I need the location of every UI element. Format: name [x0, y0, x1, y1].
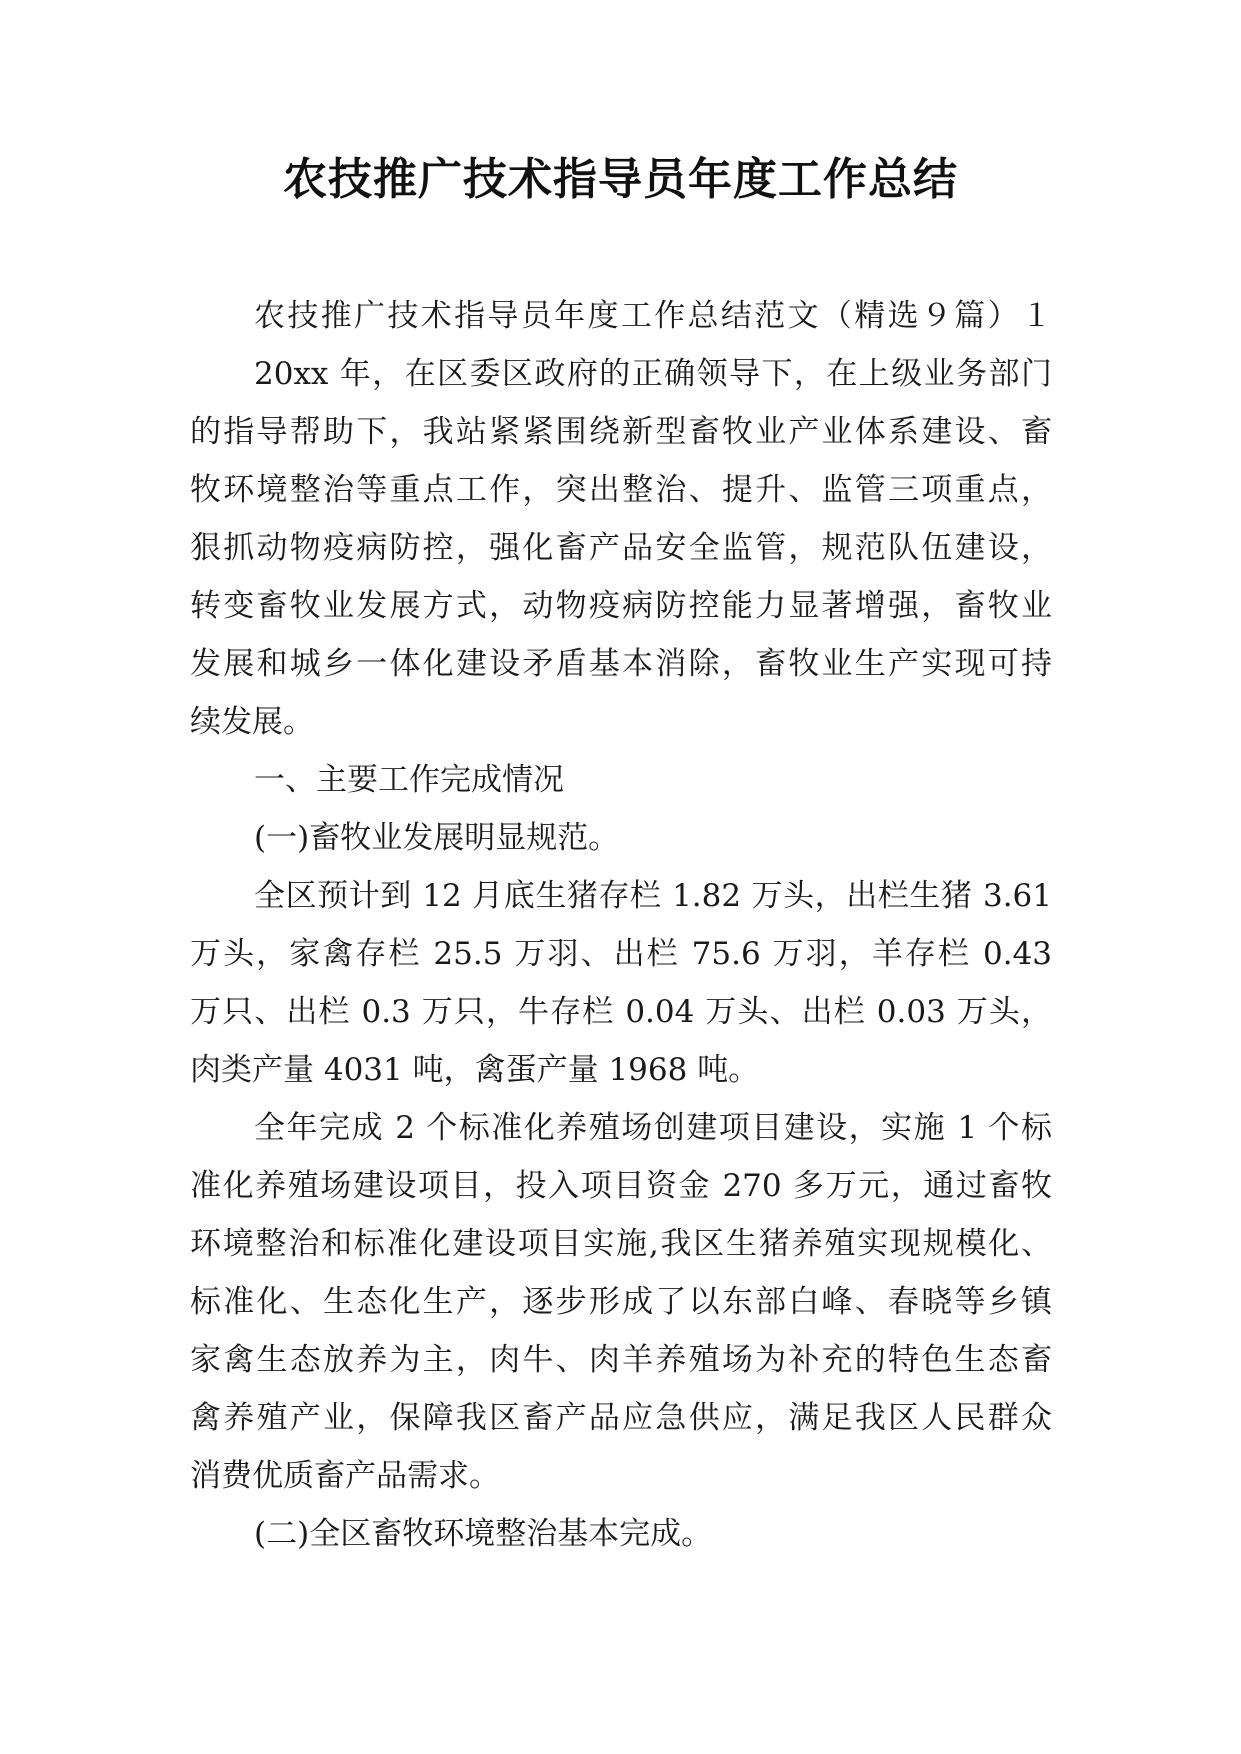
paragraph-line: 消费优质畜产品需求。: [190, 1458, 500, 1494]
paragraph-line: 全年完成 2 个标准化养殖场创建项目建设，实施 1 个标: [254, 1110, 1052, 1146]
paragraph-line: 20xx 年，在区委区政府的正确领导下，在上级业务部门: [254, 356, 1052, 392]
paragraph-line: 转变畜牧业发展方式，动物疫病防控能力显著增强，畜牧业: [190, 588, 1052, 624]
paragraph-line: 发展和城乡一体化建设矛盾基本消除，畜牧业生产实现可持: [190, 646, 1052, 682]
section-heading: 一、主要工作完成情况: [254, 762, 564, 798]
subsection-heading: (一)畜牧业发展明显规范。: [254, 820, 620, 856]
document-body: [190, 287, 1052, 1563]
paragraph-line: 家禽生态放养为主，肉牛、肉羊养殖场为补充的特色生态畜: [190, 1342, 1052, 1378]
paragraph-line: 农技推广技术指导员年度工作总结范文（精选９篇）１: [254, 298, 1052, 334]
paragraph-line: 标准化、生态化生产，逐步形成了以东部白峰、春晓等乡镇: [190, 1284, 1052, 1320]
paragraph-line: 禽养殖产业，保障我区畜产品应急供应，满足我区人民群众: [190, 1400, 1052, 1436]
paragraph-line: 牧环境整治等重点工作，突出整治、提升、监管三项重点，: [190, 472, 1052, 508]
paragraph-line: 续发展。: [190, 704, 314, 740]
paragraph-line: 环境整治和标准化建设项目实施,我区生猪养殖实现规模化、: [190, 1226, 1052, 1262]
paragraph-line: 万只、出栏 0.3 万只，牛存栏 0.04 万头、出栏 0.03 万头，: [190, 994, 1052, 1030]
paragraph-line: 准化养殖场建设项目，投入项目资金 270 多万元，通过畜牧: [190, 1168, 1052, 1204]
paragraph-line: 肉类产量 4031 吨，禽蛋产量 1968 吨。: [190, 1052, 760, 1088]
paragraph-line: 狠抓动物疫病防控，强化畜产品安全监管，规范队伍建设，: [190, 530, 1052, 566]
subsection-heading: (二)全区畜牧环境整治基本完成。: [254, 1516, 713, 1552]
paragraph-line: 全区预计到 12 月底生猪存栏 1.82 万头，出栏生猪 3.61: [254, 878, 1052, 914]
paragraph-line: 的指导帮助下，我站紧紧围绕新型畜牧业产业体系建设、畜: [190, 414, 1052, 450]
document-title: 农技推广技术指导员年度工作总结: [283, 154, 958, 205]
paragraph-line: 万头，家禽存栏 25.5 万羽、出栏 75.6 万羽，羊存栏 0.43: [190, 936, 1052, 972]
